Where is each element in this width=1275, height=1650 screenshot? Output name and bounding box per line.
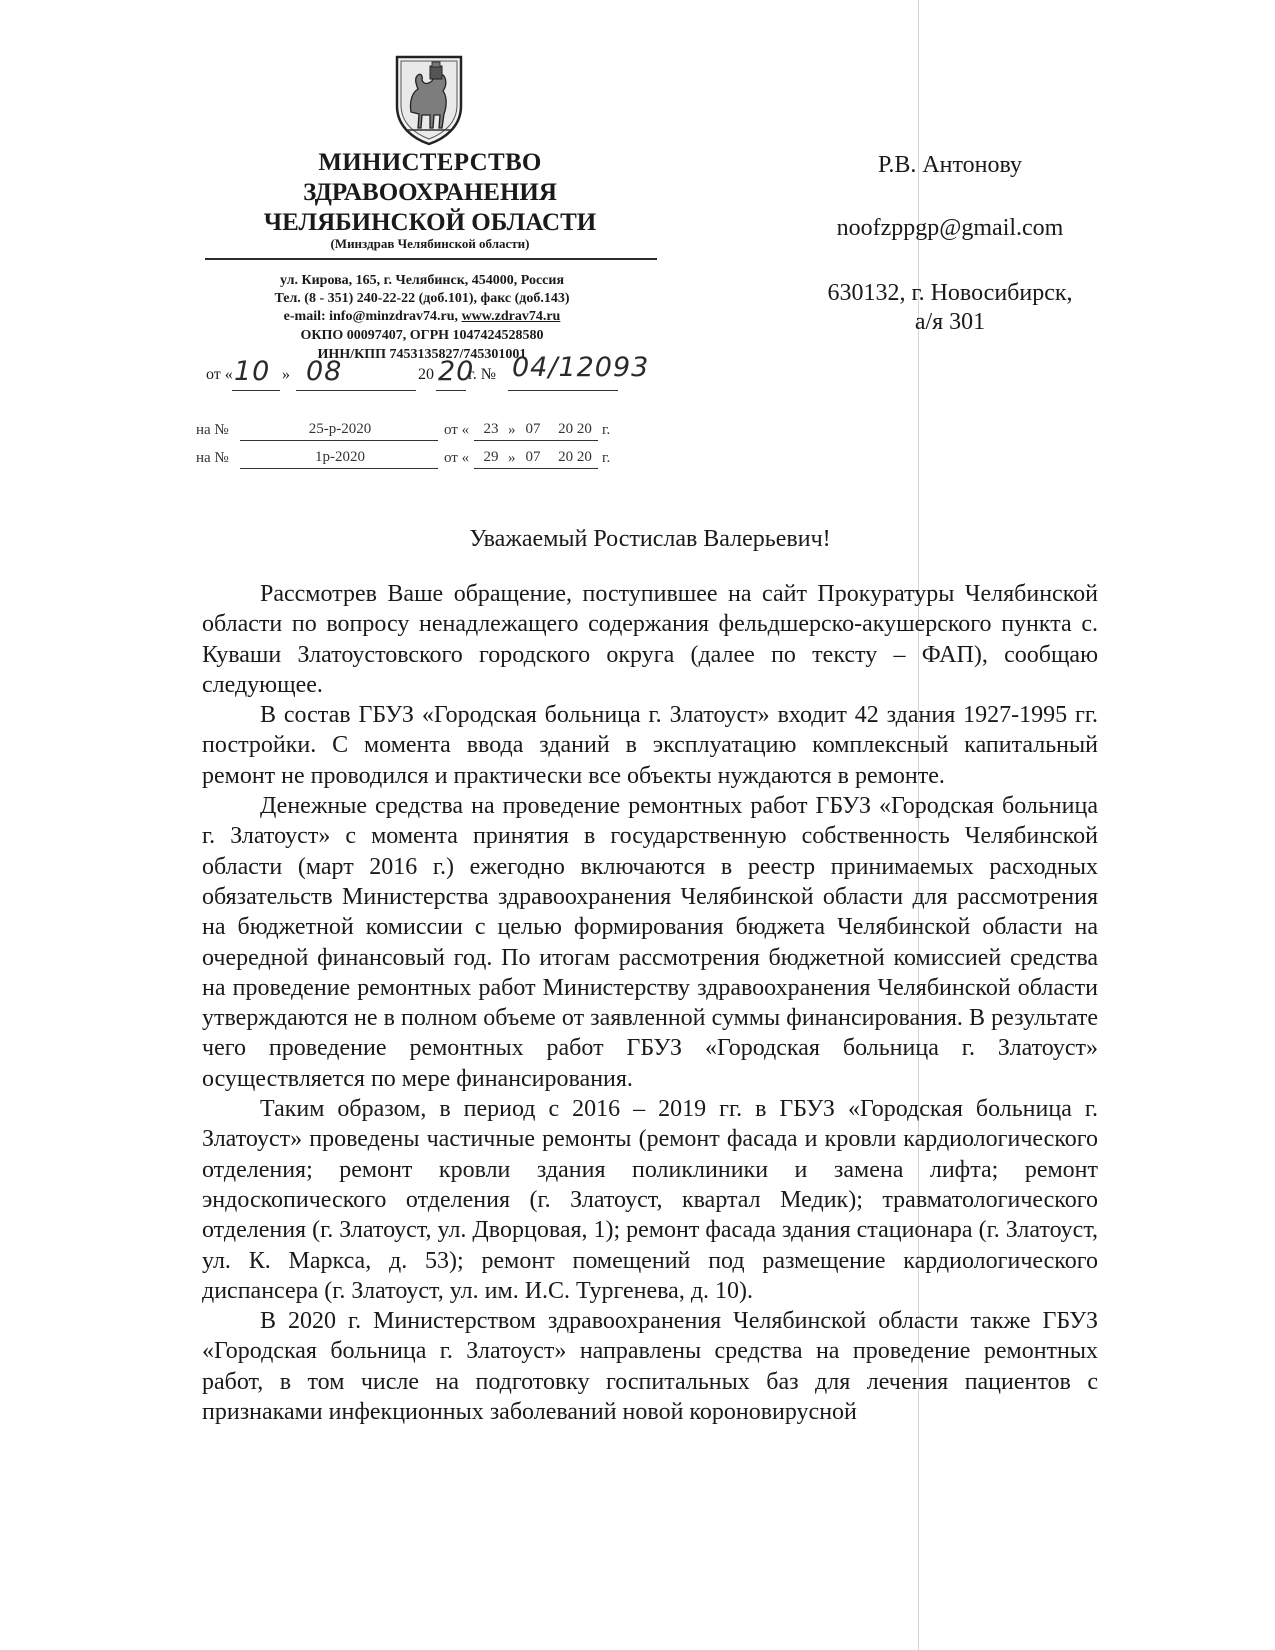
reg-year-prefix: 20	[418, 366, 434, 383]
ministry-email-line	[208, 309, 636, 325]
ref1-day: 23	[483, 421, 499, 437]
ref1-label: на №	[196, 422, 229, 438]
addressee-po-box: а/я 301	[914, 309, 986, 335]
ref2-from: от «	[444, 450, 470, 466]
ref2-year: 20 20	[558, 449, 592, 465]
reg-day-close: »	[282, 366, 290, 383]
ref1-from: от «	[444, 422, 470, 438]
ministry-name-line3: ЧЕЛЯБИНСКОЙ ОБЛАСТИ	[263, 209, 597, 236]
salutation: Уважаемый Ростислав Валерьевич!	[469, 526, 831, 552]
reg-day-handwritten: 10	[234, 356, 271, 387]
addressee-email: noofzppgp@gmail.com	[836, 215, 1064, 241]
body-paragraph-3: Денежные средства на проведение ремонтных работ ГБУЗ «Городская больница г. Златоуст» с момента принятия в государственную собственность Челябинской области (март 2016 г.) ежегодно включаются в реестр принимаемых расходных обязательств Министерства здравоохранения Челябинской области для рассмотрения на бюджетной комиссии с целью формирования бюджета Челябинской области на очередной финансовый год. По итогам рассмотрения бюджетной комиссией средства на проведение ремонтных работ Министерству здравоохранения Челябинской области утверждаются не в полном объеме от заявленной суммы финансирования. В результате чего проведение ремонтных работ ГБУЗ «Городская больница г. Златоуст» осуществляется по мере финансирования.	[202, 793, 1098, 1092]
ref1-g: г.	[602, 422, 611, 438]
ref2-month: 07	[525, 449, 541, 465]
ref1-number: 25-р-2020	[308, 421, 372, 437]
ref1-close: »	[508, 422, 516, 438]
ref2-g: г.	[602, 450, 611, 466]
coat-of-arms-emblem	[394, 54, 464, 146]
ref1-year: 20 20	[558, 421, 592, 437]
reg-day-underline	[232, 390, 280, 391]
body-paragraph-5: В 2020 г. Министерством здравоохранения Челябинской области также ГБУЗ «Городская больница г. Златоуст» направлены средства на проведение ремонтных работ, в том числе на подготовку госпитальных баз для лечения пациентов с признаками инфекционных заболеваний новой короновирусной	[202, 1308, 1098, 1426]
addressee-city: 630132, г. Новосибирск,	[827, 280, 1073, 306]
ref2-number: 1р-2020	[315, 449, 365, 465]
reg-from-label: от «	[206, 366, 233, 383]
ministry-name-line2: ЗДРАВООХРАНЕНИЯ	[303, 179, 557, 206]
ministry-website-link[interactable]: www.zdrav74.ru	[461, 309, 561, 324]
body-paragraph-2: В состав ГБУЗ «Городская больница г. Златоуст» входит 42 здания 1927-1995 гг. постройки. С момента ввода зданий в эксплуатацию комплексный капитальный ремонт не проводился и практически все объекты нуждаются в ремонте.	[202, 702, 1098, 789]
ministry-short-name: (Минздрав Челябинской области)	[330, 236, 530, 251]
body-paragraph-1: Рассмотрев Ваше обращение, поступившее на сайт Прокуратуры Челябинской области по вопросу ненадлежащего содержания фельдшерско-акушерского пункта с. Куваши Златоустовского городского округа (далее по тексту – ФАП), сообщаю следующее.	[202, 581, 1098, 698]
reg-year-underline	[436, 390, 466, 391]
ministry-okpo: ОКПО 00097407, ОГРН 1047424528580	[300, 328, 544, 343]
ref2-close: »	[508, 450, 516, 466]
ref1-number-underline	[240, 440, 438, 441]
ministry-email: e-mail: info@minzdrav74.ru,	[283, 309, 462, 324]
ref2-date-underline	[474, 468, 598, 469]
ref2-day: 29	[483, 449, 499, 465]
reg-number-handwritten: 04/12093	[512, 352, 650, 383]
ref1-date-underline	[474, 440, 598, 441]
ref2-label: на №	[196, 450, 229, 466]
body-paragraph-4: Таким образом, в период с 2016 – 2019 гг. в ГБУЗ «Городская больница г. Златоуст» проведены частичные ремонты (ремонт фасада и кровли кардиологического отделения; ремонт кровли здания поликлиники и замена лифта; ремонт эндоскопического отделения (г. Златоуст, квартал Медик); травматологического отделения (г. Златоуст, ул. Дворцовая, 1); ремонт фасада здания стационара (г. Златоуст, ул. К. Маркса, д. 53); ремонт помещений под размещение кардиологического диспансера (г. Златоуст, ул. им. И.С. Тургенева, д. 10).	[202, 1096, 1099, 1304]
reg-month-underline	[296, 390, 416, 391]
ministry-address: ул. Кирова, 165, г. Челябинск, 454000, Россия	[279, 273, 565, 288]
ministry-inn: ИНН/КПП 7453135827/745301001	[317, 347, 527, 362]
ministry-name-line1: МИНИСТЕРСТВО	[318, 149, 542, 176]
addressee-name: Р.В. Антонову	[877, 152, 1023, 178]
header-divider	[205, 258, 657, 260]
reg-number-underline	[508, 390, 618, 391]
ministry-phone: Тел. (8 - 351) 240-22-22 (доб.101), факс (доб.143)	[274, 291, 570, 306]
reg-number-label: г. №	[468, 366, 497, 383]
reg-month-handwritten: 08	[306, 356, 343, 387]
letter-body	[202, 579, 1098, 1427]
ref2-number-underline	[240, 468, 438, 469]
reg-year-handwritten: 20	[438, 356, 475, 387]
ref1-month: 07	[525, 421, 541, 437]
